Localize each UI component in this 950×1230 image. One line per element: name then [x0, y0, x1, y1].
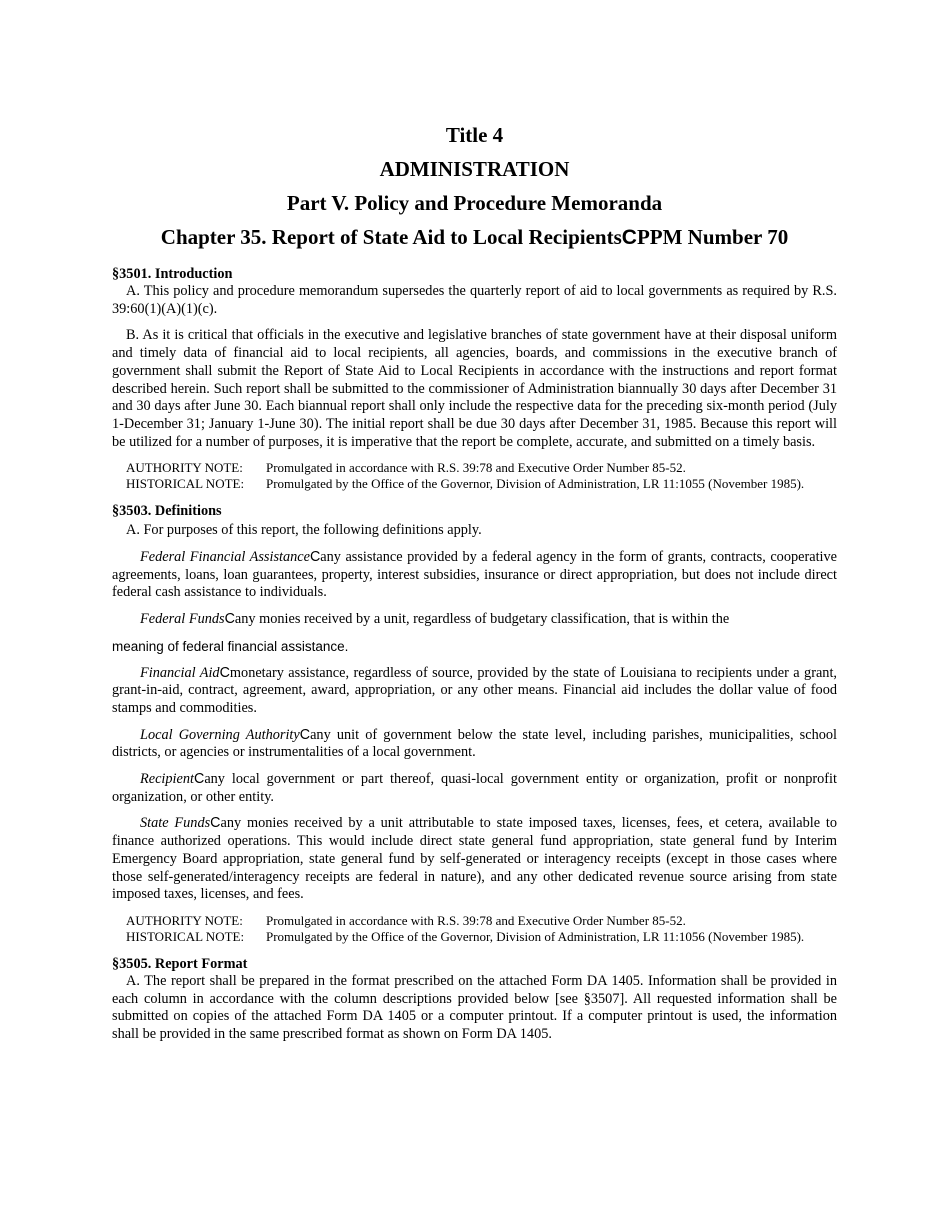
historical-note-text: Promulgated by the Office of the Governor, Division of Administration, LR 11:1055 (November 1985).: [266, 476, 805, 492]
section-3501-para-a: A. This policy and procedure memorandum supersedes the quarterly report of aid to local governments as required by R.S. 39:60(1)(A)(1)(c).: [112, 283, 837, 317]
definition-text: any monies received by a unit, regardless of budgetary classification, that is within the: [234, 611, 730, 628]
dash-symbol: C: [299, 726, 311, 743]
section-3505-heading: §3505. Report Format: [112, 955, 248, 972]
chapter-heading: [82, 220, 867, 255]
definition-recipient: [112, 771, 837, 806]
chapter-suffix: PPM Number 70: [636, 225, 789, 249]
section-3501-authority-note: [112, 460, 837, 476]
definition-text: monetary assistance, regardless of source, provided by the state of Louisiana to recipients under a grant, grant-in-aid, contract, agreement, award, appropriation, or any other means. Financial aid includes the dollar value of food stamps and commodities.: [112, 664, 837, 716]
section-3503-authority-note: [112, 913, 837, 929]
title: Title 4: [445, 123, 504, 147]
definition-local-governing-authority: [112, 727, 837, 762]
section-3501-heading: §3501. Introduction: [112, 266, 233, 282]
section-3503-heading: §3503. Definitions: [112, 503, 222, 520]
section-3505-para-a: A. The report shall be prepared in the format prescribed on the attached Form DA 1405. Information shall be provided in each column in accordance with the column descriptions provided below [see §3507]. All requested information shall be submitted on copies of the attached Form DA 1405 or a computer printout. If a computer printout is used, the information shall be provided in the same prescribed format as shown on Form DA 1405.: [112, 972, 837, 1043]
dash-symbol: C: [193, 771, 205, 788]
subtitle: ADMINISTRATION: [379, 157, 570, 181]
authority-note-label: AUTHORITY NOTE:: [126, 460, 243, 476]
historical-note-text: Promulgated by the Office of the Governor, Division of Administration, LR 11:1056 (November 1985).: [266, 928, 805, 944]
definition-federal-funds: [112, 611, 837, 629]
section-3503-historical-note: [112, 929, 837, 945]
definition-text: any local government or part thereof, quasi-local government entity or organization, profit or nonprofit organization, or other entity.: [112, 771, 837, 805]
dash-symbol: C: [224, 611, 235, 628]
definition-financial-aid: [112, 665, 837, 718]
definition-term: Federal Financial Assistance: [140, 549, 310, 566]
definition-federal-funds-continued: meaning of federal financial assistance.: [112, 638, 349, 654]
historical-note-label: HISTORICAL NOTE:: [126, 928, 245, 944]
definition-term: State Funds: [140, 815, 211, 832]
definition-text: any unit of government below the state level, including parishes, municipalities, school districts, or agencies or instrumentalities of a local government.: [112, 726, 837, 761]
dash-symbol: C: [219, 664, 230, 681]
historical-note-label: HISTORICAL NOTE:: [126, 476, 245, 492]
authority-note-text: Promulgated in accordance with R.S. 39:78 and Executive Order Number 85-52.: [266, 912, 686, 928]
section-3501-historical-note: [112, 476, 837, 492]
definition-term: Recipient: [140, 771, 194, 788]
definition-term: Federal Funds: [140, 611, 225, 628]
dash-symbol: C: [210, 815, 221, 832]
document-page: [112, 118, 837, 1044]
authority-note-text: Promulgated in accordance with R.S. 39:78 and Executive Order Number 85-52.: [266, 460, 686, 476]
definition-federal-financial-assistance: [112, 549, 837, 602]
authority-note-label: AUTHORITY NOTE:: [126, 912, 243, 928]
section-3503-para-a: A. For purposes of this report, the following definitions apply.: [126, 522, 482, 539]
dash-symbol: C: [309, 549, 321, 566]
definition-term: Financial Aid: [140, 664, 220, 681]
definition-term: Local Governing Authority: [140, 726, 300, 743]
definition-text: any assistance provided by a federal agency in the form of grants, contracts, cooperative agreements, loans, loan guarantees, property, interest subsidies, insurance or direct appropriation, but does not include direct federal cash assistance to individuals.: [112, 549, 838, 601]
chapter-dash-symbol: C: [621, 226, 637, 249]
section-3501-para-b: B. As it is critical that officials in the executive and legislative branches of state government have at their disposal uniform and timely data of financial aid to local recipients, all agencies, boards, and commissions in the executive branch of government shall submit the Report of State Aid to Local Recipients in accordance with the instructions and report format described herein. Such report shall be submitted to the commissioner of Administration biannually 30 days after December 31 and 30 days after June 30. Each biannual report shall only include the respective data for the preceding six-month period (July 1-December 31; January 1-June 30). The initial report shall be due 30 days after December 31, 1985. Because this report will be utilized for a number of purposes, it is imperative that the report be complete, accurate, and submitted on a timely basis.: [112, 327, 837, 450]
definition-text: any monies received by a unit attributable to state imposed taxes, licenses, fees, et cetera, available to finance authorized operations. This would include direct state general fund appropriation, state general fund by Interim Emergency Board appropriation, state general fund by self-generated or interagency receipts (except in those cases where those self-generated/interagency receipts are federal in nature), and any other dedicated revenue source arising from state imposed taxes, licenses, and fees.: [112, 815, 837, 903]
part-heading: Part V. Policy and Procedure Memoranda: [286, 191, 663, 215]
definition-state-funds: [112, 815, 837, 904]
chapter-prefix: Chapter 35. Report of State Aid to Local Recipients: [160, 225, 622, 249]
